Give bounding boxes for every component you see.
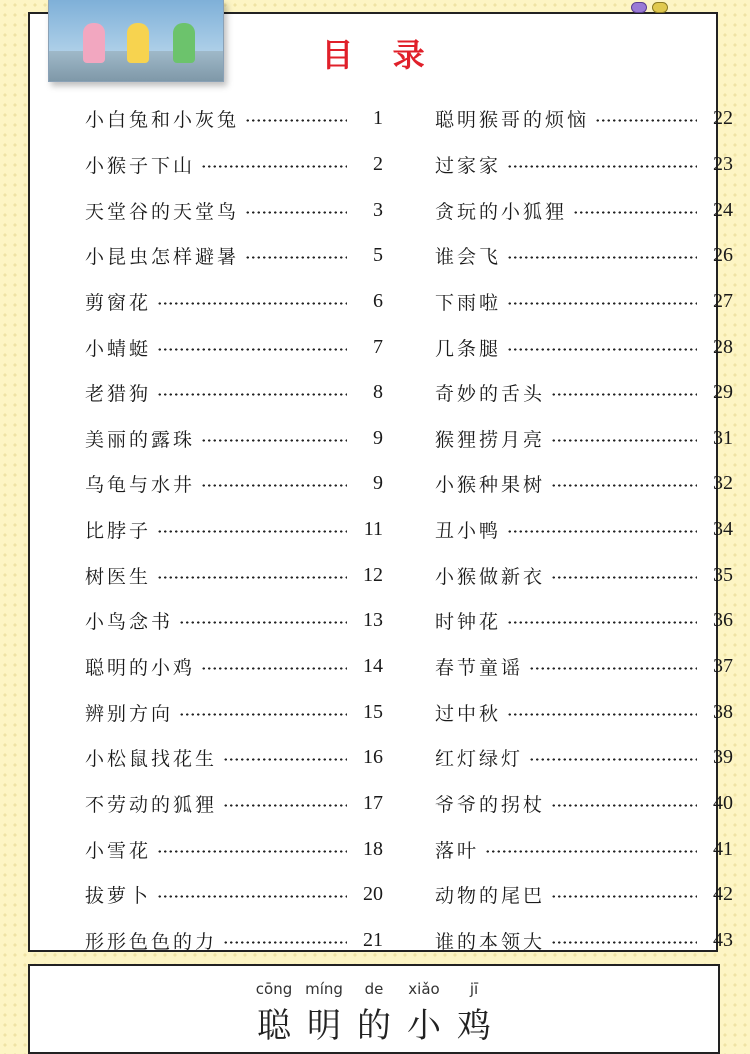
toc-entry-title: 小猴做新衣 [435, 565, 546, 588]
mascot-shoe-icon [631, 2, 647, 13]
toc-entry-page: 9 [373, 472, 383, 495]
toc-entry-page: 3 [373, 198, 383, 221]
mascot-shoe-icon [652, 2, 668, 13]
dot-leader [245, 256, 347, 259]
dot-leader [573, 211, 697, 214]
book-cover-image [48, 0, 224, 82]
dot-leader [551, 576, 697, 579]
toc-entry-page: 36 [713, 609, 733, 632]
dot-leader [551, 941, 697, 944]
dot-leader [507, 256, 697, 259]
toc-entry-title: 聪明猴哥的烦恼 [435, 109, 590, 132]
toc-entry-title: 猴狸捞月亮 [435, 428, 546, 451]
story-title-char: 小 [407, 1006, 441, 1046]
toc-entry[interactable] [435, 96, 733, 142]
story-title-char: 明 [307, 1006, 341, 1046]
dot-leader [201, 667, 347, 670]
toc-entry-page: 42 [713, 883, 733, 906]
toc-entry-page: 7 [373, 335, 383, 358]
toc-title: 目 录 [321, 36, 439, 74]
toc-entry-page: 21 [363, 928, 383, 951]
toc-entry[interactable] [85, 826, 383, 872]
toc-entry-page: 31 [713, 426, 733, 449]
toc-entry-title: 天堂谷的天堂鸟 [85, 200, 240, 223]
toc-entry[interactable] [435, 689, 733, 735]
toc-entry-page: 2 [373, 152, 383, 175]
story-panel [28, 964, 720, 1054]
toc-entry-page: 14 [363, 655, 383, 677]
dot-leader [507, 348, 697, 351]
toc-entry-page: 20 [363, 883, 383, 906]
toc-entry[interactable] [85, 370, 383, 416]
toc-entry-page: 40 [713, 791, 733, 814]
toc-entry-page: 1 [373, 107, 383, 130]
toc-entry[interactable] [435, 552, 733, 598]
toc-entry[interactable] [85, 781, 383, 827]
story-title-char: 聪 [257, 1006, 291, 1046]
dot-leader [485, 850, 697, 853]
dot-leader [529, 758, 697, 761]
cover-child-figure [83, 23, 105, 63]
toc-entry[interactable] [435, 324, 733, 370]
pinyin-syllable: jī [469, 980, 479, 998]
story-pinyin [30, 980, 718, 998]
dot-leader [157, 530, 347, 533]
toc-entry-page: 12 [363, 563, 383, 586]
toc-entry-title: 小雪花 [85, 839, 152, 862]
toc-entry[interactable] [435, 918, 733, 964]
dot-leader [551, 439, 697, 442]
toc-entry-title: 美丽的露珠 [85, 428, 196, 451]
toc-entry[interactable] [435, 370, 733, 416]
toc-entry[interactable] [435, 872, 733, 918]
toc-right-column [435, 96, 733, 963]
story-title [30, 998, 718, 1047]
dot-leader [507, 530, 697, 533]
toc-entry[interactable] [85, 689, 383, 735]
toc-left-column [85, 96, 383, 963]
toc-entry-title: 几条腿 [435, 337, 502, 360]
toc-entry[interactable] [85, 187, 383, 233]
mascot-feet-icon [628, 0, 672, 14]
dot-leader [551, 804, 697, 807]
story-title-char: 的 [357, 1006, 391, 1046]
toc-entry-title: 过家家 [435, 154, 502, 177]
toc-entry-title: 谁的本领大 [435, 930, 546, 953]
toc-entry-title: 过中秋 [435, 702, 502, 725]
toc-entry-title: 辨别方向 [85, 702, 174, 725]
toc-entry-page: 37 [713, 655, 733, 677]
story-title-char: 鸡 [457, 1006, 491, 1046]
toc-entry-title: 不劳动的狐狸 [85, 793, 218, 816]
dot-leader [157, 576, 347, 579]
dot-leader [595, 119, 697, 122]
toc-entry-title: 形形色色的力 [85, 930, 218, 953]
toc-entry-page: 35 [713, 563, 733, 586]
toc-entry-page: 24 [713, 198, 733, 221]
dot-leader [201, 484, 347, 487]
dot-leader [507, 302, 697, 305]
toc-entry-title: 小蜻蜓 [85, 337, 152, 360]
dot-leader [529, 667, 697, 670]
toc-entry-title: 时钟花 [435, 611, 502, 634]
toc-entry-title: 爷爷的拐杖 [435, 793, 546, 816]
dot-leader [507, 165, 697, 168]
toc-entry-page: 41 [713, 837, 733, 860]
toc-entry-title: 小猴种果树 [435, 474, 546, 497]
toc-entry-title: 乌龟与水井 [85, 474, 196, 497]
dot-leader [157, 850, 347, 853]
toc-entry[interactable] [85, 735, 383, 781]
toc-entry-page: 13 [363, 609, 383, 632]
dot-leader [157, 348, 347, 351]
toc-entry[interactable] [85, 507, 383, 553]
toc-entry-title: 奇妙的舌头 [435, 383, 546, 406]
toc-entry-page: 18 [363, 837, 383, 860]
toc-entry[interactable] [435, 415, 733, 461]
dot-leader [179, 713, 347, 716]
dot-leader [245, 211, 347, 214]
dot-leader [157, 393, 347, 396]
toc-entry-title: 聪明的小鸡 [85, 657, 196, 679]
toc-entry[interactable] [435, 142, 733, 188]
dot-leader [551, 393, 697, 396]
dot-leader [551, 895, 697, 898]
toc-entry-title: 小猴子下山 [85, 154, 196, 177]
toc-entry[interactable] [435, 461, 733, 507]
toc-entry-page: 5 [373, 244, 383, 267]
toc-entry-title: 春节童谣 [435, 657, 524, 679]
dot-leader [507, 621, 697, 624]
toc-entry[interactable] [435, 187, 733, 233]
toc-entry[interactable] [85, 598, 383, 644]
pinyin-syllable: xiǎo [408, 980, 440, 998]
toc-entry-title: 小昆虫怎样避暑 [85, 246, 240, 269]
toc-entry-title: 谁会飞 [435, 246, 502, 269]
dot-leader [245, 119, 347, 122]
toc-entry[interactable] [85, 233, 383, 279]
toc-entry[interactable] [85, 552, 383, 598]
toc-entry[interactable] [435, 507, 733, 553]
toc-entry-title: 树医生 [85, 565, 152, 588]
dot-leader [157, 302, 347, 305]
pinyin-syllable: cōng [255, 980, 293, 998]
toc-entry-title: 红灯绿灯 [435, 748, 524, 771]
toc-entry-title: 贪玩的小狐狸 [435, 200, 568, 223]
toc-entry-page: 16 [363, 746, 383, 769]
toc-entry[interactable] [85, 872, 383, 918]
toc-entry[interactable] [85, 96, 383, 142]
toc-entry-title: 落叶 [435, 839, 480, 862]
toc-entry[interactable] [85, 142, 383, 188]
cover-child-figure [173, 23, 195, 63]
toc-entry[interactable] [85, 644, 383, 690]
toc-entry-title: 剪窗花 [85, 291, 152, 314]
dot-leader [223, 758, 347, 761]
toc-entry-page: 34 [713, 518, 733, 541]
toc-entry[interactable] [85, 415, 383, 461]
dot-leader [157, 895, 347, 898]
toc-panel [28, 12, 733, 953]
toc-entry[interactable] [435, 233, 733, 279]
toc-entry-page: 22 [713, 107, 733, 130]
toc-entry[interactable] [85, 324, 383, 370]
toc-entry-page: 17 [363, 791, 383, 814]
toc-entry-title: 老猎狗 [85, 383, 152, 406]
toc-entry-title: 小鸟念书 [85, 611, 174, 634]
toc-entry[interactable] [85, 279, 383, 325]
toc-entry-title: 比脖子 [85, 520, 152, 543]
toc-entry[interactable] [435, 279, 733, 325]
toc-entry[interactable] [85, 918, 383, 964]
dot-leader [223, 941, 347, 944]
dot-leader [223, 804, 347, 807]
dot-leader [201, 165, 347, 168]
toc-entry-title: 拔萝卜 [85, 885, 152, 908]
toc-entry[interactable] [435, 644, 733, 690]
toc-entry-page: 6 [373, 289, 383, 312]
toc-entry-page: 28 [713, 335, 733, 358]
toc-entry-page: 39 [713, 746, 733, 769]
toc-entry-page: 38 [713, 700, 733, 723]
toc-entry-title: 丑小鸭 [435, 520, 502, 543]
toc-entry[interactable] [435, 735, 733, 781]
toc-entry-page: 43 [713, 928, 733, 951]
cover-child-figure [127, 23, 149, 63]
dot-leader [201, 439, 347, 442]
toc-entry-page: 27 [713, 289, 733, 312]
toc-entry-title: 小白兔和小灰兔 [85, 109, 240, 132]
pinyin-syllable: míng [305, 980, 343, 998]
toc-entry-page: 8 [373, 381, 383, 404]
toc-entry-page: 26 [713, 244, 733, 267]
dot-leader [179, 621, 347, 624]
toc-entry[interactable] [85, 461, 383, 507]
toc-entry-title: 下雨啦 [435, 291, 502, 314]
dot-leader [551, 484, 697, 487]
toc-entry[interactable] [435, 781, 733, 827]
toc-entry-title: 动物的尾巴 [435, 885, 546, 908]
toc-entry-page: 29 [713, 381, 733, 404]
toc-entry-page: 23 [713, 152, 733, 175]
toc-entry-title: 小松鼠找花生 [85, 748, 218, 771]
toc-entry-page: 11 [363, 518, 383, 541]
toc-entry-page: 9 [373, 426, 383, 449]
toc-entry[interactable] [435, 598, 733, 644]
dot-leader [507, 713, 697, 716]
pinyin-syllable: de [364, 980, 384, 998]
toc-entry-page: 15 [363, 700, 383, 723]
toc-entry[interactable] [435, 826, 733, 872]
toc-entry-page: 32 [713, 472, 733, 495]
